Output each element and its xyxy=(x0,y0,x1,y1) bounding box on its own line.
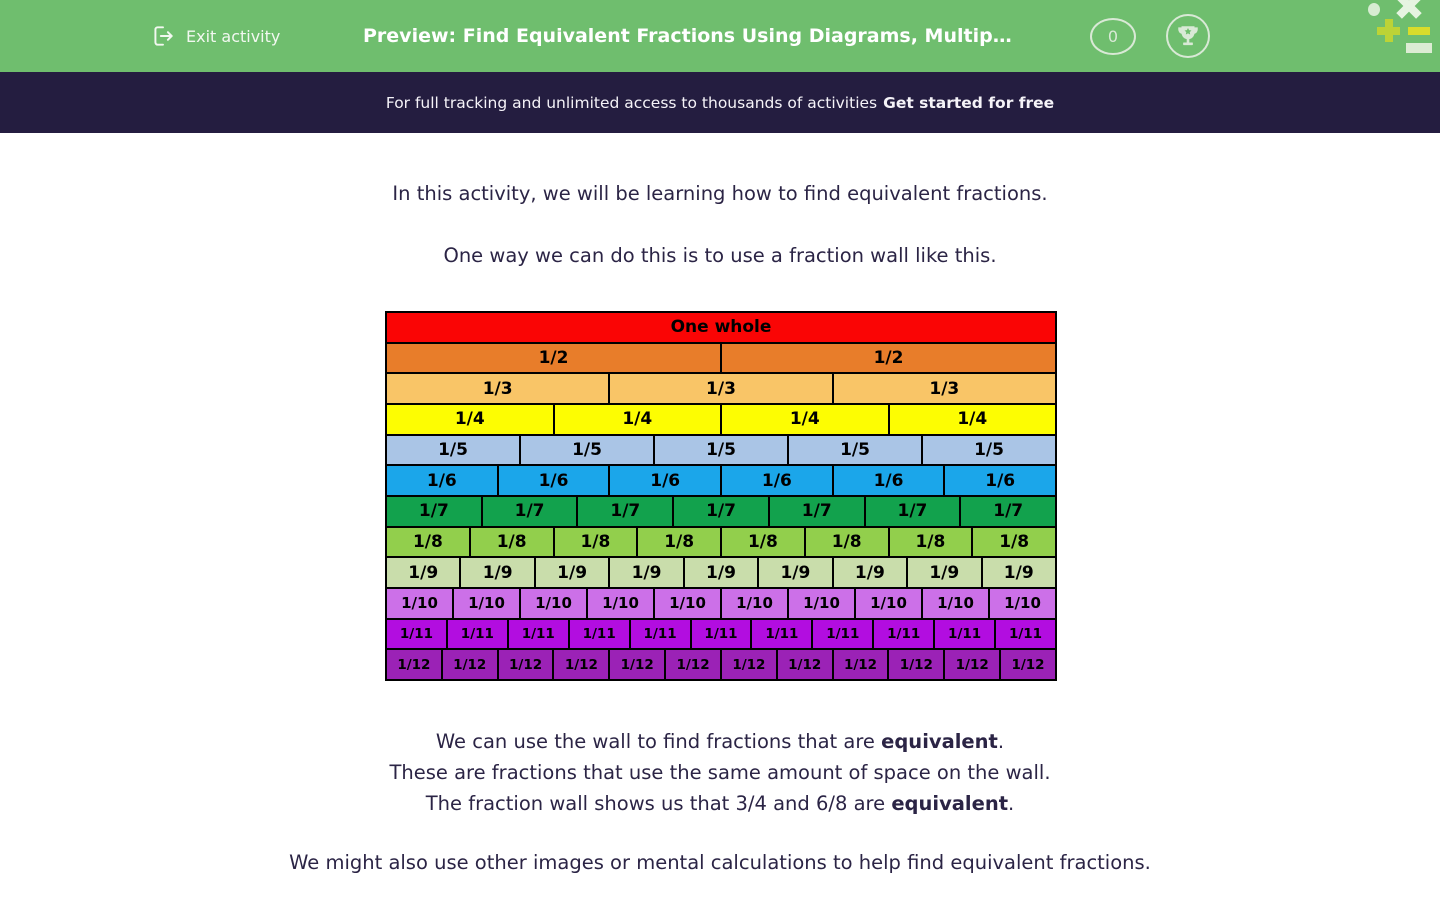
fraction-cell: 1/9 xyxy=(535,557,609,588)
fraction-cell: 1/7 xyxy=(865,496,961,527)
logo-equals-icon xyxy=(1406,43,1432,53)
fraction-cell: 1/11 xyxy=(934,619,995,650)
fraction-row-2 xyxy=(386,343,1056,374)
fraction-cell: 1/5 xyxy=(654,435,788,466)
score-value: 0 xyxy=(1107,27,1119,46)
fraction-cell: 1/6 xyxy=(721,465,833,496)
usage-line-2: These are fractions that use the same amount of space on the wall. xyxy=(389,761,1051,784)
logo-equals-icon xyxy=(1408,27,1430,35)
promo-banner xyxy=(0,72,1440,133)
fraction-cell: 1/9 xyxy=(609,557,683,588)
fraction-wall xyxy=(385,311,1057,681)
activity-title: Preview: Find Equivalent Fractions Using Diagrams, Multip… xyxy=(363,25,1012,47)
fraction-cell: 1/11 xyxy=(873,619,934,650)
fraction-cell: 1/12 xyxy=(1000,649,1056,680)
fraction-cell: 1/10 xyxy=(922,588,989,619)
fraction-cell: 1/11 xyxy=(386,619,447,650)
fraction-cell: 1/5 xyxy=(922,435,1056,466)
fraction-row-8 xyxy=(386,527,1056,558)
fraction-cell: 1/7 xyxy=(482,496,578,527)
fraction-cell: 1/10 xyxy=(386,588,453,619)
fraction-cell: 1/3 xyxy=(833,373,1056,404)
logo-multiply-icon xyxy=(1389,0,1429,26)
fraction-cell: 1/7 xyxy=(960,496,1056,527)
fraction-cell: 1/3 xyxy=(609,373,832,404)
fraction-cell: 1/9 xyxy=(460,557,534,588)
fraction-cell: 1/2 xyxy=(386,343,721,374)
intro-line-2: One way we can do this is to use a fraction wall like this. xyxy=(443,244,997,267)
fraction-row-4 xyxy=(386,404,1056,435)
fraction-cell: 1/4 xyxy=(721,404,889,435)
trophy-button[interactable] xyxy=(1166,14,1210,58)
fraction-cell: One whole xyxy=(386,312,1056,343)
fraction-cell: 1/10 xyxy=(989,588,1056,619)
fraction-cell: 1/9 xyxy=(758,557,832,588)
fraction-cell: 1/12 xyxy=(721,649,777,680)
score-badge xyxy=(1090,18,1136,55)
fraction-cell: 1/11 xyxy=(691,619,752,650)
fraction-cell: 1/5 xyxy=(386,435,520,466)
fraction-cell: 1/11 xyxy=(508,619,569,650)
fraction-cell: 1/10 xyxy=(721,588,788,619)
fraction-cell: 1/4 xyxy=(554,404,722,435)
fraction-cell: 1/12 xyxy=(386,649,442,680)
intro-line-1: In this activity, we will be learning how to find equivalent fractions. xyxy=(392,182,1048,205)
logo-plus-icon xyxy=(1377,27,1400,35)
fraction-cell: 1/6 xyxy=(833,465,945,496)
fraction-cell: 1/9 xyxy=(386,557,460,588)
fraction-cell: 1/9 xyxy=(684,557,758,588)
fraction-cell: 1/12 xyxy=(609,649,665,680)
fraction-row-11 xyxy=(386,619,1056,650)
logo-dot-icon xyxy=(1368,3,1380,16)
fraction-cell: 1/2 xyxy=(721,343,1056,374)
fraction-row-10 xyxy=(386,588,1056,619)
fraction-cell: 1/9 xyxy=(907,557,981,588)
fraction-cell: 1/6 xyxy=(386,465,498,496)
fraction-cell: 1/12 xyxy=(888,649,944,680)
fraction-cell: 1/11 xyxy=(630,619,691,650)
trophy-icon xyxy=(1175,23,1201,49)
closing-line: We might also use other images or mental calculations to help find equivalent fractions. xyxy=(289,851,1151,874)
fraction-cell: 1/9 xyxy=(833,557,907,588)
fraction-cell: 1/8 xyxy=(805,527,889,558)
get-started-link[interactable]: Get started for free xyxy=(883,93,1055,112)
fraction-cell: 1/8 xyxy=(470,527,554,558)
fraction-cell: 1/12 xyxy=(944,649,1000,680)
fraction-cell: 1/11 xyxy=(569,619,630,650)
usage-line-1: We can use the wall to find fractions that are equivalent. xyxy=(435,730,1005,753)
fraction-row-7 xyxy=(386,496,1056,527)
fraction-cell: 1/7 xyxy=(673,496,769,527)
fraction-cell: 1/12 xyxy=(665,649,721,680)
usage-line-3: The fraction wall shows us that 3/4 and 6/8 are equivalent. xyxy=(425,792,1015,815)
fraction-cell: 1/8 xyxy=(554,527,638,558)
fraction-cell: 1/5 xyxy=(520,435,654,466)
exit-icon xyxy=(150,23,176,49)
fraction-cell: 1/3 xyxy=(386,373,609,404)
fraction-cell: 1/6 xyxy=(498,465,610,496)
exit-activity-label: Exit activity xyxy=(186,26,281,46)
exit-activity-button[interactable] xyxy=(150,0,280,72)
fraction-cell: 1/7 xyxy=(769,496,865,527)
fraction-cell: 1/12 xyxy=(442,649,498,680)
fraction-cell: 1/8 xyxy=(721,527,805,558)
fraction-row-9 xyxy=(386,557,1056,588)
fraction-row-3 xyxy=(386,373,1056,404)
fraction-cell: 1/6 xyxy=(609,465,721,496)
fraction-cell: 1/8 xyxy=(889,527,973,558)
fraction-cell: 1/7 xyxy=(577,496,673,527)
fraction-cell: 1/7 xyxy=(386,496,482,527)
fraction-cell: 1/10 xyxy=(788,588,855,619)
fraction-cell: 1/12 xyxy=(833,649,889,680)
fraction-cell: 1/10 xyxy=(453,588,520,619)
wall-usage-text xyxy=(0,726,1440,819)
fraction-cell: 1/10 xyxy=(587,588,654,619)
fraction-cell: 1/12 xyxy=(553,649,609,680)
fraction-cell: 1/11 xyxy=(751,619,812,650)
fraction-cell: 1/8 xyxy=(637,527,721,558)
fraction-cell: 1/8 xyxy=(386,527,470,558)
brand-logo xyxy=(1340,0,1440,72)
fraction-row-5 xyxy=(386,435,1056,466)
fraction-cell: 1/10 xyxy=(654,588,721,619)
fraction-cell: 1/12 xyxy=(777,649,833,680)
fraction-cell: 1/4 xyxy=(386,404,554,435)
fraction-cell: 1/10 xyxy=(855,588,922,619)
fraction-cell: 1/12 xyxy=(498,649,554,680)
fraction-cell: 1/5 xyxy=(788,435,922,466)
fraction-cell: 1/11 xyxy=(447,619,508,650)
fraction-cell: 1/8 xyxy=(972,527,1056,558)
fraction-cell: 1/11 xyxy=(812,619,873,650)
fraction-cell: 1/9 xyxy=(982,557,1056,588)
app-header xyxy=(0,0,1440,72)
fraction-row-6 xyxy=(386,465,1056,496)
fraction-cell: 1/11 xyxy=(995,619,1056,650)
fraction-cell: 1/6 xyxy=(944,465,1056,496)
promo-text: For full tracking and unlimited access to thousands of activities xyxy=(385,93,878,112)
fraction-row-1 xyxy=(386,312,1056,343)
fraction-cell: 1/10 xyxy=(520,588,587,619)
fraction-row-12 xyxy=(386,649,1056,680)
fraction-cell: 1/4 xyxy=(889,404,1057,435)
